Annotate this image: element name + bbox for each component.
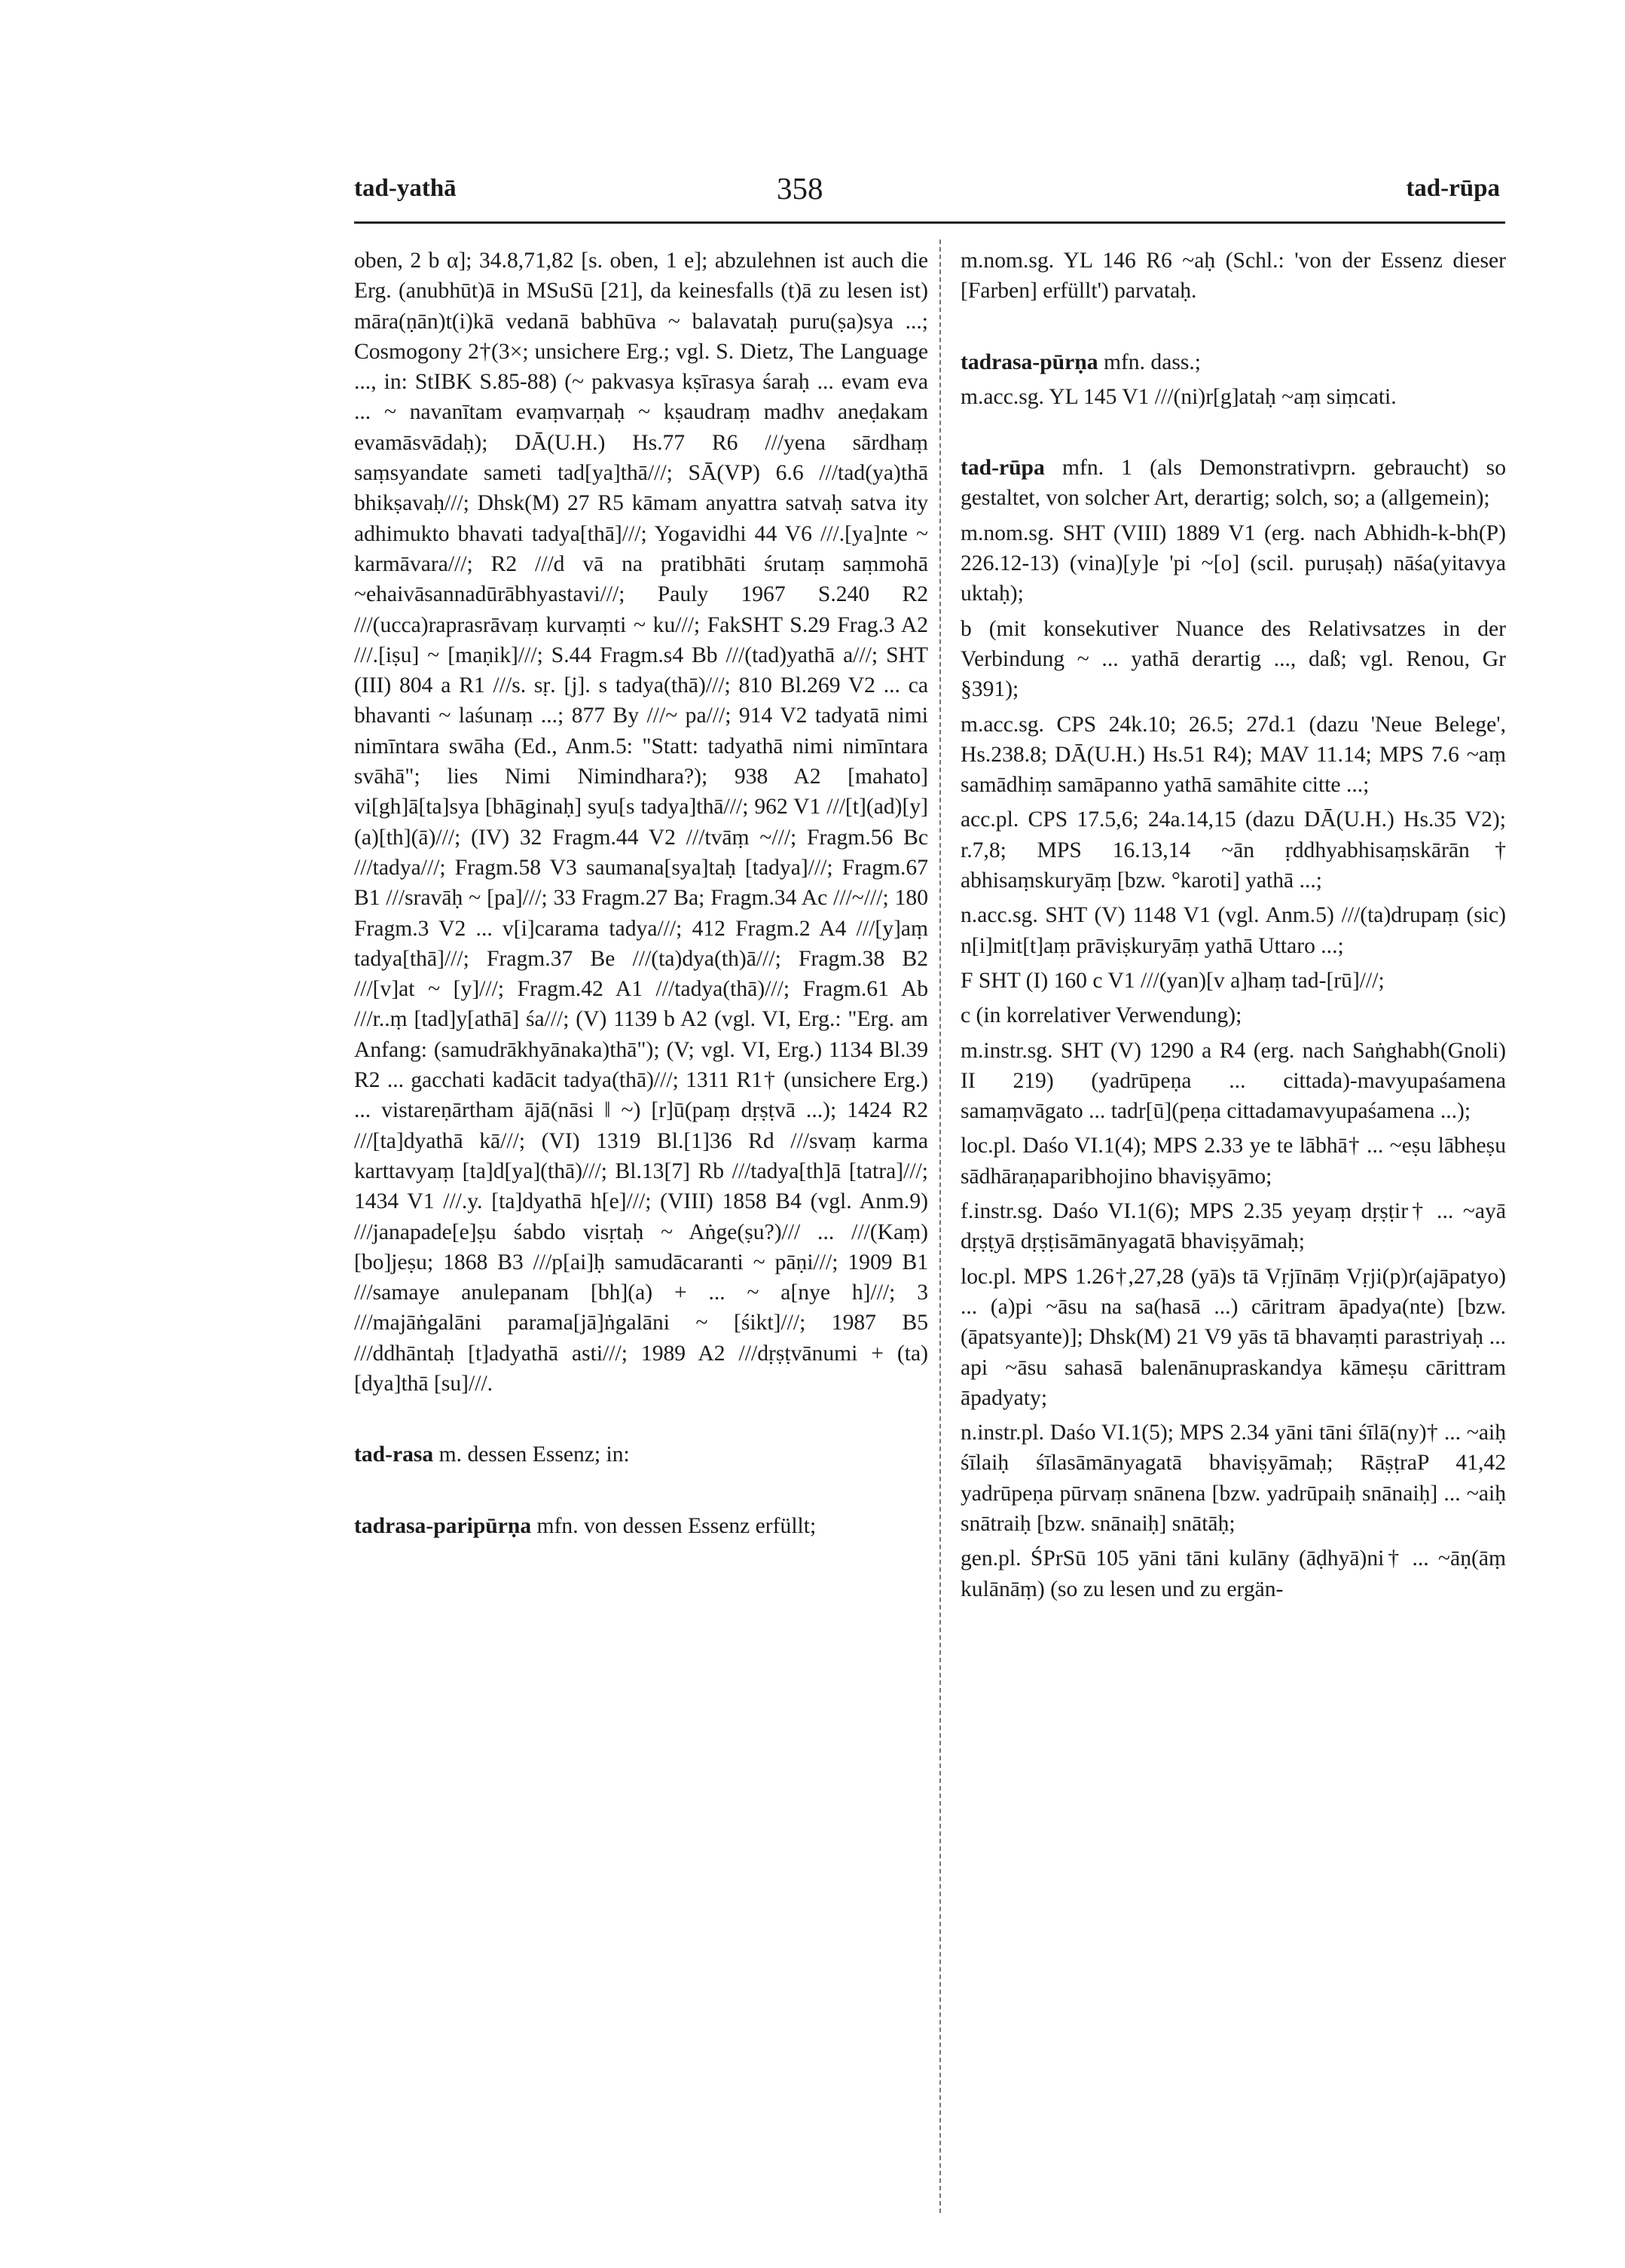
entry-headword: tadrasa-paripūrṇa: [354, 1513, 532, 1538]
citation-paragraph: n.instr.pl. Daśo VI.1(5); MPS 2.34 yāni tāni śīlā(ny)† ... ~aiḥ śīlaiḥ śīlasāmānyagatā bhaviṣyāmaḥ; RāṣṭraP 41,42 yadrūpeṇa pūrvaṃ snānena [bzw. yadrūpaiḥ snānaiḥ] ... ~aiḥ snātraiḥ [bzw. snānaiḥ] snātāḥ;: [961, 1421, 1506, 1536]
entry-spacer: [354, 1470, 928, 1511]
header-rule: [354, 221, 1505, 224]
citation-paragraph: f.instr.sg. Daśo VI.1(6); MPS 2.35 yeyaṃ dṛṣṭir† ... ~ayā dṛṣṭyā dṛṣṭisāmānyagatā bhaviṣyāmaḥ;: [961, 1199, 1506, 1254]
citation-paragraph: m.nom.sg. YL 146 R6 ~aḥ (Schl.: 'von der Essenz dieser [Farben] erfüllt') parvataḥ.: [961, 249, 1506, 304]
entry-definition: mfn. von dessen Essenz erfüllt;: [536, 1513, 817, 1538]
entry-spacer: [961, 307, 1506, 347]
citation-paragraph: loc.pl. MPS 1.26†,27,28 (yā)s tā Vṛjīnāṃ Vṛji(p)r(ajāpatyo) ... (a)pi ~āsu na sa(hasā ...) cāritram āpadya(nte) [bzw. (āpatsyante)]; Dhsk(M) 21 V9 yās tā bhavaṃti parastriyaḥ ... api ~āsu sahasā balenānupraskandya kāmeṣu cārittram āpadyaty;: [961, 1264, 1506, 1410]
citation-paragraph: gen.pl. ŚPrSū 105 yāni tāni kulāny (āḍhyā)ni† ... ~āṇ(āṃ kulānāṃ) (so zu lesen und zu ergän-: [961, 1546, 1506, 1601]
citation-paragraph: acc.pl. CPS 17.5,6; 24a.14,15 (dazu DĀ(U.H.) Hs.35 V2); r.7,8; MPS 16.13,14 ~ān ṛddhyabhisaṃskārān† abhisaṃskuryāṃ [bzw. °karoti] yathā ...;: [961, 807, 1506, 893]
right-column: [961, 246, 1506, 1604]
citation-paragraph: b (mit konsekutiver Nuance des Relativsatzes in der Verbindung ~ ... yathā derartig ..., daß; vgl. Renou, Gr §391);: [961, 616, 1506, 702]
citation-paragraph: n.acc.sg. SHT (V) 1148 V1 (vgl. Anm.5) ///(ta)drupaṃ (sic) n[i]mit[t]aṃ prāviṣkuryāṃ yathā Uttaro ...;: [961, 903, 1506, 958]
column-divider: [939, 240, 941, 2213]
citation-paragraph: m.acc.sg. CPS 24k.10; 26.5; 27d.1 (dazu 'Neue Belege', Hs.238.8; DĀ(U.H.) Hs.51 R4); MAV 11.14; MPS 7.6 ~aṃ samādhiṃ samāpanno yathā samāhite citte ...;: [961, 712, 1506, 798]
running-head-left: tad-yathā: [354, 175, 457, 202]
entry-definition: m. dessen Essenz; in:: [438, 1442, 630, 1467]
entry-definition: mfn. dass.;: [1103, 350, 1201, 374]
citation-paragraph: F SHT (I) 160 c V1 ///(yan)[v a]haṃ tad-[rū]///;: [961, 968, 1385, 993]
citation-paragraph: m.nom.sg. SHT (VIII) 1889 V1 (erg. nach Abhidh-k-bh(P) 226.12-13) (vina)[y]e 'pi ~[o] (scil. puruṣaḥ) nāśa(yitavya uktaḥ);: [961, 520, 1506, 606]
citation-paragraph: m.instr.sg. SHT (V) 1290 a R4 (erg. nach Saṅghabh(Gnoli) II 219) (yadrūpeṇa ... cittada)-mavyupaśamena samaṃvāgato ... tadr[ū](peṇa cittadamavyupaśamena ...);: [961, 1038, 1506, 1124]
citation-paragraph: m.acc.sg. YL 145 V1 ///(ni)r[g]ataḥ ~aṃ siṃcati.: [961, 384, 1397, 409]
dictionary-entry: [354, 1439, 928, 1470]
left-column: [354, 246, 928, 1541]
entry-headword: tad-rasa: [354, 1442, 434, 1467]
citation-paragraph: oben, 2 b α]; 34.8,71,82 [s. oben, 1 e]; abzulehnen ist auch die Erg. (anubhūt)ā in MSuSū [21], da keinesfalls (t)ā zu lesen ist) māra(ṇān)t(i)kā vedanā babhūva ~ balavataḥ puru(ṣa)sya ...; Cosmogony 2†(3×; unsichere Erg.; vgl. S. Dietz, The Language ..., in: StIBK S.85-88) (~ pakvasya kṣīrasya śaraḥ ... evam eva ... ~ navanītam evaṃvarṇaḥ ~ kṣaudraṃ madhv aneḍakam evamāsvādaḥ); DĀ(U.H.) Hs.77 R6 ///yena sārdhaṃ saṃsyandate sameti tad[ya]thā///; SĀ(VP) 6.6 ///tad(ya)thā bhikṣavaḥ///; Dhsk(M) 27 R5 kāmam anyattra satvaḥ satva ity adhimukto bhavati tadya[thā]///; Yogavidhi 44 V6 ///.[ya]nte ~ karmāvara///; R2 ///d vā na pratibhāti śrutaṃ saṃmohā ~ehaivāsannadūrābhyastavi///; Pauly 1967 S.240 R2 ///(ucca)raprasrāvaṃ kurvaṃti ~ ku///; FakSHT S.29 Frag.3 A2 ///.[iṣu] ~ [maṇik]///; S.44 Fragm.s4 Bb ///(tad)yathā a///; SHT (III) 804 a R1 ///s. sṛ. [j]. s tadya(thā)///; 810 Bl.269 V2 ... ca bhavanti ~ laśunaṃ ...; 877 By ///~ pa///; 914 V2 tadyatā nimi nimīntara swāha (Ed., Anm.5: "Statt: tadyathā nimi nimīntara svāhā"; lies Nimi Nimindhara?); 938 A2 [mahato] vi[gh]ā[ta]sya [bhāginaḥ] syu[s tadya]thā///; 962 V1 ///[t](ad)[y](a)[th](ā)///; (IV) 32 Fragm.44 V2 ///tvāṃ ~///; Fragm.56 Bc ///tadya///; Fragm.58 V3 saumana[sya]taḥ [tadya]///; Fragm.67 B1 ///sravāḥ ~ [pa]///; 33 Fragm.27 Ba; Fragm.34 Ac ///~///; 180 Fragm.3 V2 ... v[i]carama tadya///; 412 Fragm.2 A4 ///[y]aṃ tadya[thā]///; Fragm.37 Be ///(ta)dya(th)ā///; Fragm.38 B2 ///[v]at ~ [y]///; Fragm.42 A1 ///tadya(thā)///; Fragm.61 Ab ///r..ṃ [tad]y[athā] śa///; (V) 1139 b A2 (vgl. VI, Erg.: "Erg. am Anfang: (samudrākhyānaka)thā"); (V; vgl. VI, Erg.) 1134 Bl.39 R2 ... gacchati kadācit tadya(thā)///; 1311 R1† (unsichere Erg.) ... vistareṇārtham ājā(nāsi ǁ ~) [r]ū(paṃ dṛṣṭvā ...); 1424 R2 ///[ta]dyathā kā///; (VI) 1319 Bl.[1]36 Rd ///svaṃ karma karttavyaṃ [ta]d[ya](thā)///; Bl.13[7] Rb ///tadya[th]ā [tatra]///; 1434 V1 ///.y. [ta]dyathā h[e]///; (VIII) 1858 B4 (vgl. Anm.9) ///janapade[e]ṣu śabdo visṛtaḥ ~ Aṅge(ṣu?)/// ... ///(Kaṃ)[bo]jeṣu; 1868 B3 ///p[ai]ḥ samudācaranti ~ pāṇi///; 1909 B1 ///samaye anulepanam [bh](a) + ... ~ a[nye h]///; 3 ///majāṅgalāni parama[jā]ṅgalāni ~ [śikt]///; 1987 B5 ///ddhāntaḥ [t]adyathā asti///; 1989 A2 ///dṛṣṭvānumi + (ta)[dya]thā [su]///.: [354, 249, 928, 1396]
entry-spacer: [961, 412, 1506, 453]
page-number: 358: [777, 171, 823, 206]
entry-spacer: [354, 1399, 928, 1439]
entry-definition: mfn. 1 (als Demonstrativprn. gebraucht) so gestaltet, von solcher Art, derartig; solch, so; a (allgemein);: [961, 456, 1506, 511]
entry-headword: tad-rūpa: [961, 456, 1045, 481]
running-head-right: tad-rūpa: [1406, 175, 1500, 202]
dictionary-entry: [961, 347, 1506, 377]
dictionary-entry: [354, 1511, 928, 1541]
citation-paragraph: loc.pl. Daśo VI.1(4); MPS 2.33 ye te lābhā† ... ~eṣu lābheṣu sādhāraṇaparibhojino bhaviṣyāmo;: [961, 1134, 1506, 1189]
entry-headword: tadrasa-pūrṇa: [961, 350, 1098, 374]
citation-paragraph: c (in korrelativer Verwendung);: [961, 1003, 1242, 1028]
dictionary-entry: [961, 453, 1506, 514]
